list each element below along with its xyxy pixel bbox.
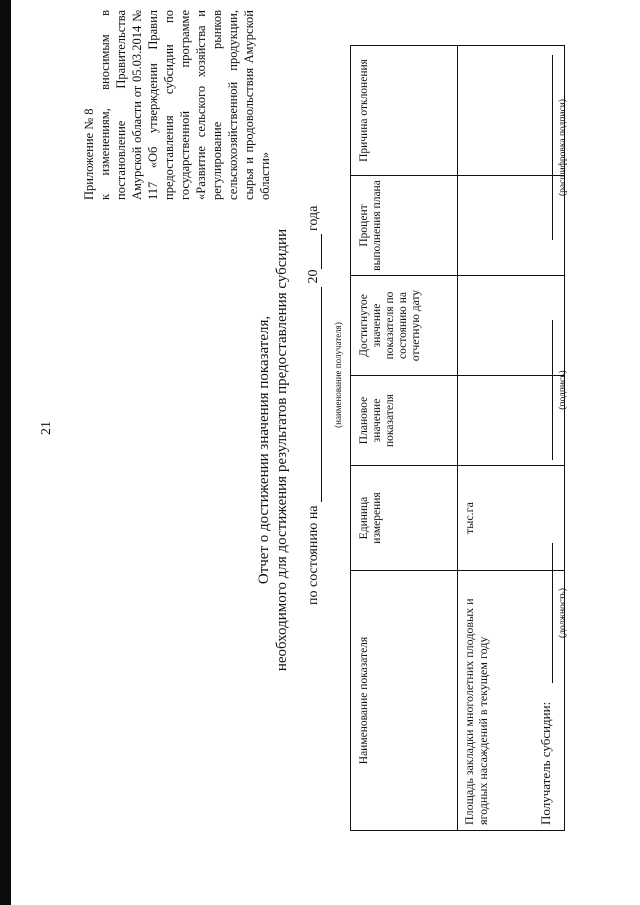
- report-title: [255, 95, 291, 805]
- signature-caption: (подпись): [558, 370, 568, 410]
- signature-block: [538, 0, 568, 905]
- cell-unit: тыс.га: [458, 466, 565, 571]
- report-title-line-1: Отчет о достижении значения показателя,: [256, 315, 272, 585]
- report-title-line-2: необходимого для достижения результатов предоставления субсидии: [274, 228, 290, 672]
- appendix-text: к изменениям, вносимым в постановление Правительства Амурской области от 05.03.2014 № 117 «Об утверждении Правил предоставления субсидии по государственной программе «Развитие сельского хозяйства и регулирование рынков сельскохозяйственной продукции, сырья и продовольствия Амурской области»: [98, 10, 272, 200]
- decoding-caption: (расшифровка подписи): [558, 99, 568, 196]
- page-number: 21: [39, 421, 54, 435]
- header-deviation-reason: Причина отклонения: [351, 46, 458, 176]
- indicator-table: [350, 45, 565, 831]
- appendix-block: [81, 10, 273, 200]
- header-planned-value: Плановое значение показателя: [351, 376, 458, 466]
- year-suffix: года: [306, 205, 321, 231]
- header-indicator-name: Наименование показателя: [351, 571, 458, 831]
- as-of-line: [306, 205, 322, 605]
- header-achieved-value: Достигнутое значение показателя по состоянию на отчетную дату: [351, 276, 458, 376]
- position-field[interactable]: [552, 543, 553, 683]
- decoding-field[interactable]: [552, 55, 553, 240]
- header-unit: Единица измерения: [351, 466, 458, 571]
- table-header-row: [351, 46, 458, 831]
- recipient-label: Получатель субсидии:: [538, 701, 553, 825]
- appendix-title: Приложение № 8: [82, 108, 96, 200]
- position-caption: (должность): [558, 588, 568, 638]
- recipient-name-field[interactable]: [307, 287, 322, 502]
- year-prefix: 20: [306, 269, 321, 284]
- as-of-label: по состоянию на: [306, 505, 321, 605]
- cell-indicator-name: Площадь закладки многолетних плодовых и ягодных насаждений в текущем году: [458, 571, 565, 831]
- signature-field[interactable]: [552, 320, 553, 460]
- year-field[interactable]: [307, 234, 322, 269]
- header-plan-percent: Процент выполнения плана: [351, 176, 458, 276]
- recipient-caption: (наименование получателя): [333, 322, 343, 428]
